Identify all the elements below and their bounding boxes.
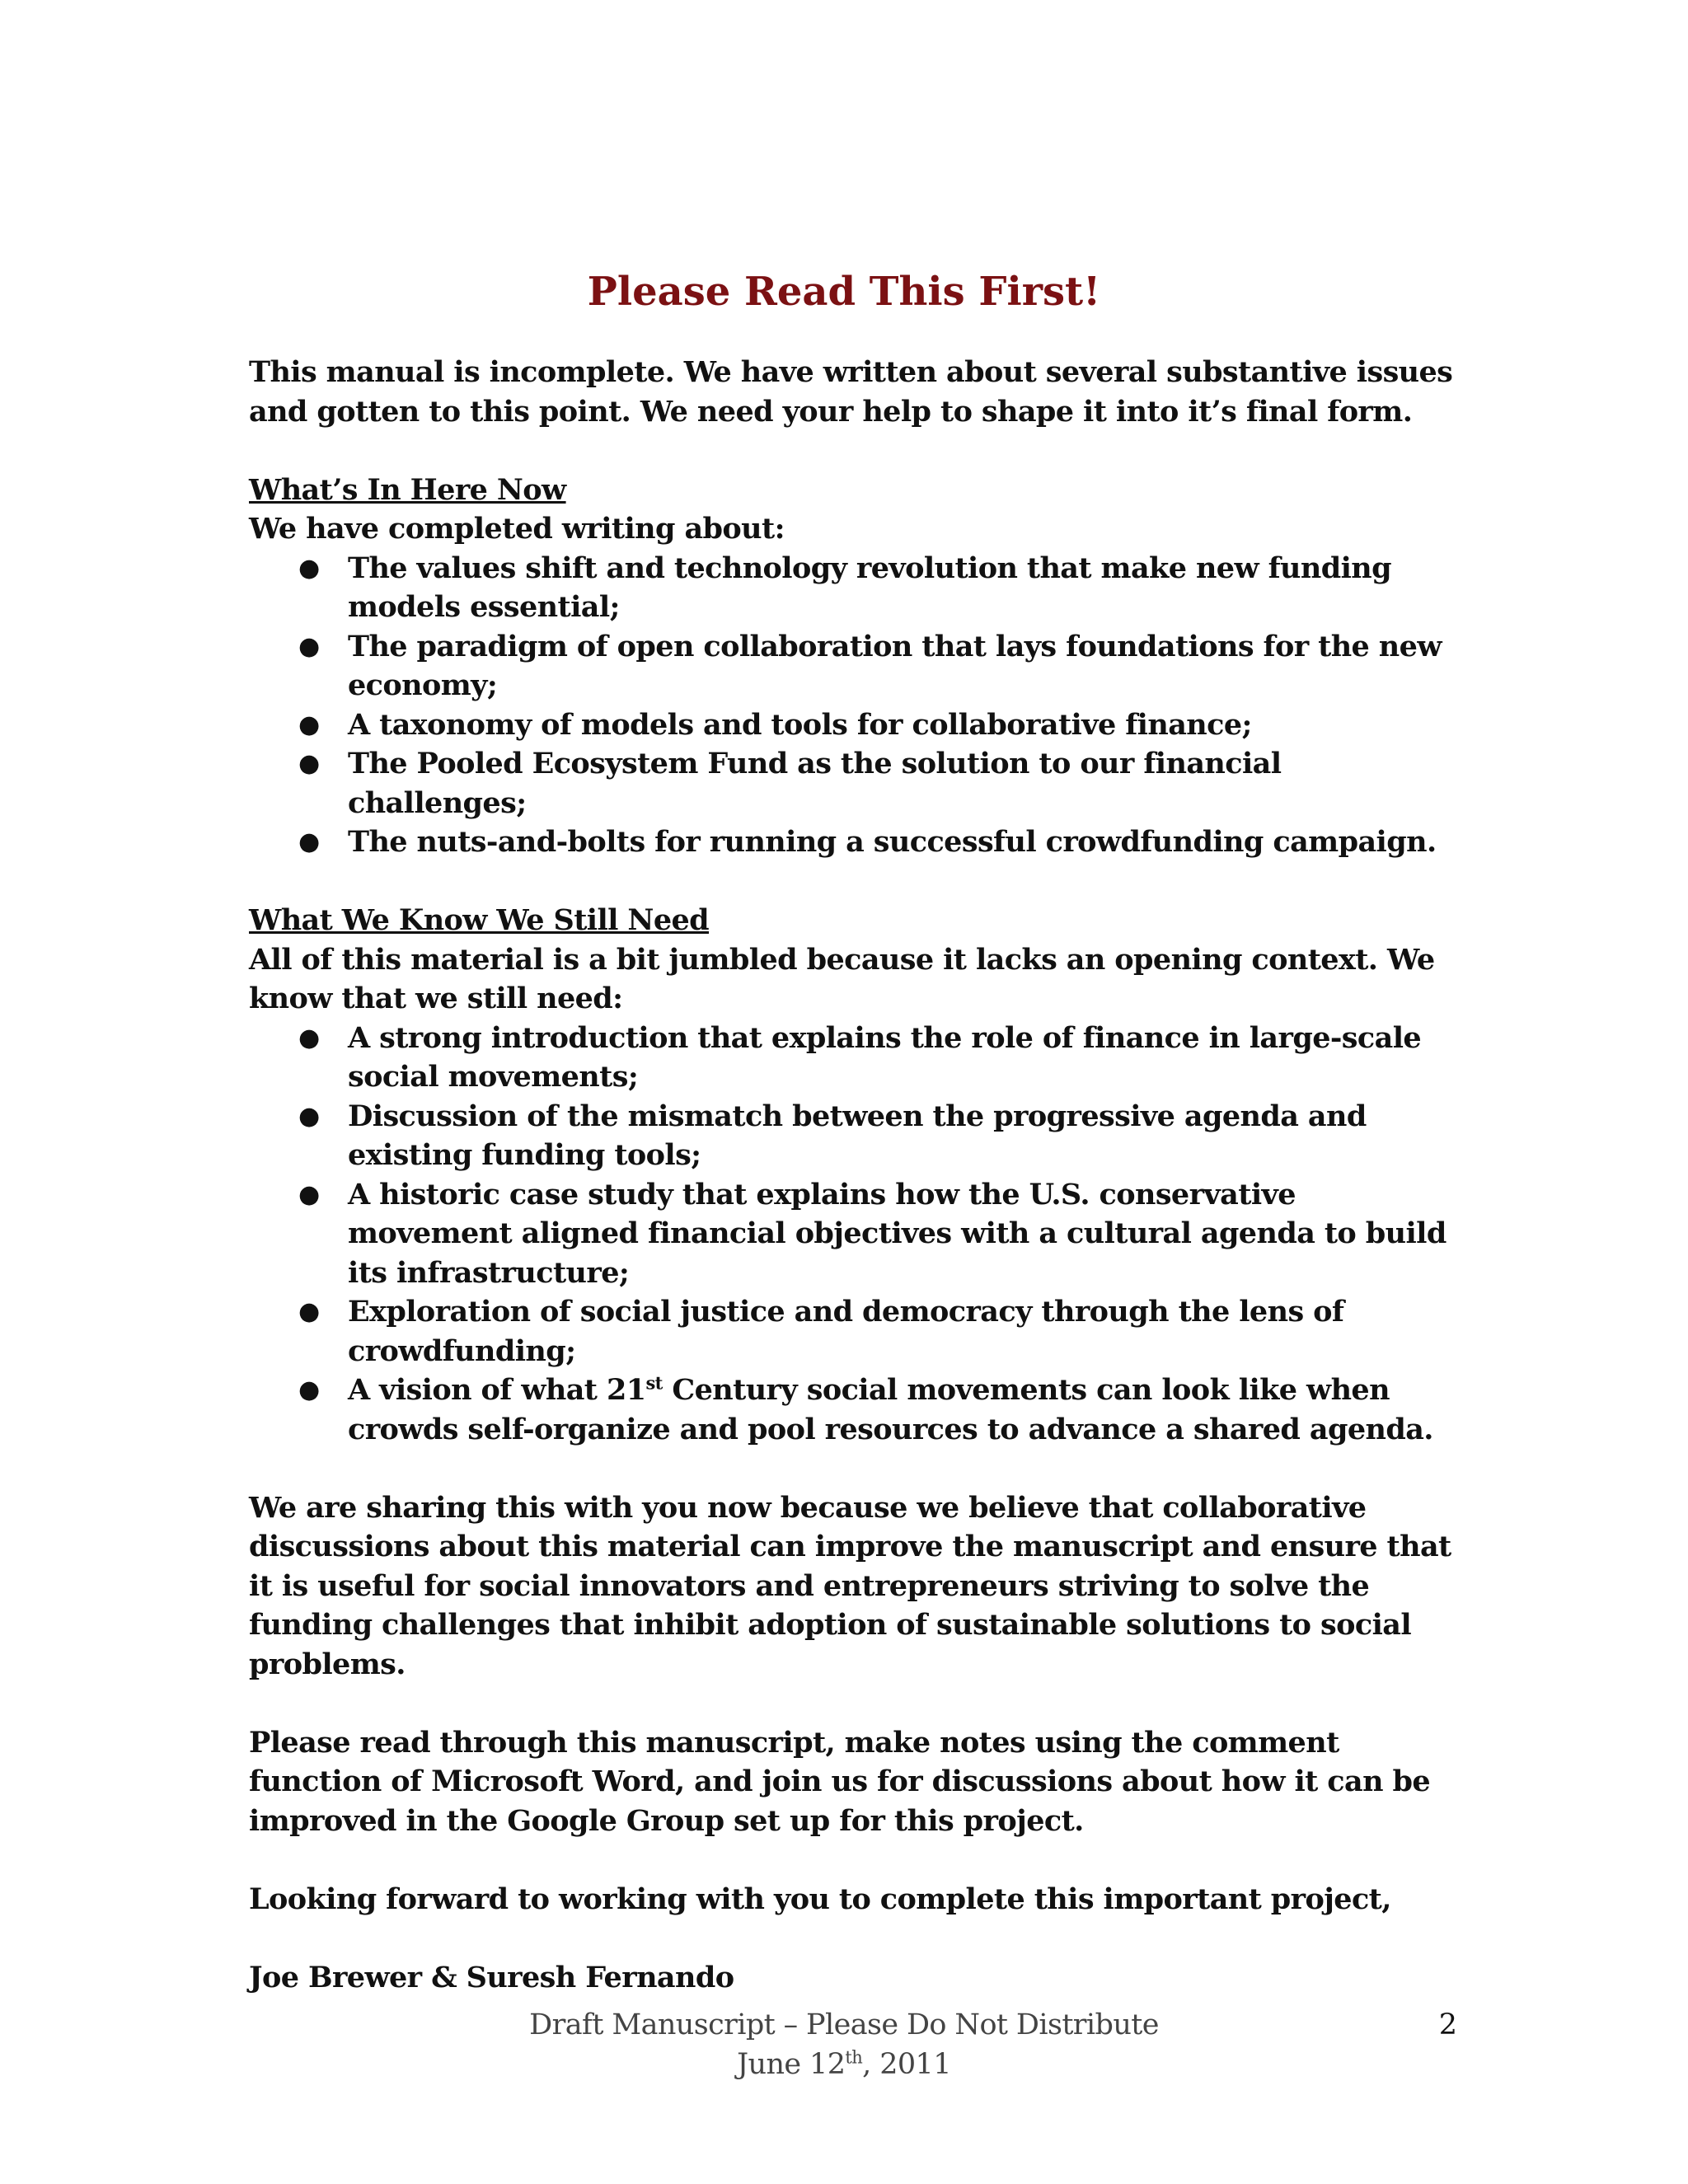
bullet-icon: ● <box>298 1101 320 1131</box>
list-item <box>249 705 1461 745</box>
list-item <box>249 1097 1461 1175</box>
list-item-text <box>348 1373 1433 1446</box>
section-heading-now: What’s In Here Now <box>249 472 566 507</box>
list-item-text: The values shift and technology revolution that make new funding models essential; <box>348 551 1392 624</box>
bullet-icon: ● <box>298 1179 320 1209</box>
list-item-text: The nuts-and-bolts for running a successful crowdfunding campaign. <box>348 825 1437 859</box>
ordinal-suffix: st <box>645 1372 663 1394</box>
footer-date-year: , 2011 <box>862 2047 951 2081</box>
bullet-icon: ● <box>298 553 320 583</box>
page-title: Please Read This First! <box>587 269 1101 315</box>
footer-date-text: June 12 <box>737 2047 846 2081</box>
list-item-text: Discussion of the mismatch between the progressive agenda and existing funding tools; <box>348 1099 1367 1172</box>
list-item-text: Exploration of social justice and democracy through the lens of crowdfunding; <box>348 1295 1344 1368</box>
bullet-icon: ● <box>298 710 320 739</box>
read-paragraph: Please read through this manuscript, make notes using the comment function of Microsoft Word, and join us for discussions about how it can be improved in the Google Group set up for this project. <box>249 1725 1431 1838</box>
closing-line: Looking forward to working with you to complete this important project, <box>249 1882 1391 1916</box>
footer-draft-notice: Draft Manuscript – Please Do Not Distribute <box>529 2008 1159 2041</box>
section-heading-need: What We Know We Still Need <box>249 903 710 937</box>
list-item <box>249 823 1461 862</box>
bullet-icon: ● <box>298 1376 320 1404</box>
signature: Joe Brewer & Suresh Fernando <box>249 1960 734 1994</box>
section-intro-need: All of this material is a bit jumbled because it lacks an opening context. We know that we still need: <box>249 942 1435 1015</box>
list-item <box>249 1019 1461 1097</box>
list-item-text: A taxonomy of models and tools for collaborative finance; <box>348 707 1252 742</box>
bullet-icon: ● <box>298 827 320 856</box>
list-item-text-part: Century social movements can look like when crowds self-organize and pool resources to advance a shared agenda. <box>348 1373 1433 1446</box>
list-item-text: A historic case study that explains how the U.S. conservative movement aligned financial objectives with a cultural agenda to build its infrastructure; <box>348 1177 1447 1290</box>
page-number: 2 <box>1438 2008 1457 2041</box>
intro-paragraph: This manual is incomplete. We have written about several substantive issues and gotten to this point. We need your help to shape it into it’s final form. <box>249 355 1453 429</box>
document-body <box>249 353 1461 1997</box>
list-item-text-part: A vision of what 21 <box>348 1373 646 1407</box>
sharing-paragraph: We are sharing this with you now because we believe that collaborative discussions about this material can improve the manuscript and ensure that it is useful for social innovators and entrepreneurs striving to solve the funding challenges that inhibit adoption of sustainable solutions to social problems. <box>249 1490 1451 1681</box>
list-item <box>249 1175 1461 1293</box>
list-item <box>249 744 1461 823</box>
bullet-icon: ● <box>298 631 320 661</box>
bullet-list-now <box>249 549 1461 862</box>
bullet-icon: ● <box>298 749 320 778</box>
list-item <box>249 627 1461 705</box>
list-item <box>249 1371 1461 1449</box>
list-item <box>249 549 1461 627</box>
bullet-list-need <box>249 1019 1461 1450</box>
footer-date <box>0 2046 1688 2085</box>
list-item-text: The paradigm of open collaboration that lays foundations for the new economy; <box>348 629 1442 702</box>
bullet-icon: ● <box>298 1023 320 1052</box>
list-item-text: A strong introduction that explains the role of finance in large-scale social movements; <box>348 1020 1422 1094</box>
section-intro-now: We have completed writing about: <box>249 512 785 546</box>
footer-date-suffix: th <box>845 2046 863 2067</box>
bullet-icon: ● <box>298 1297 320 1326</box>
list-item <box>249 1292 1461 1371</box>
list-item-text: The Pooled Ecosystem Fund as the solution to our financial challenges; <box>348 747 1282 820</box>
